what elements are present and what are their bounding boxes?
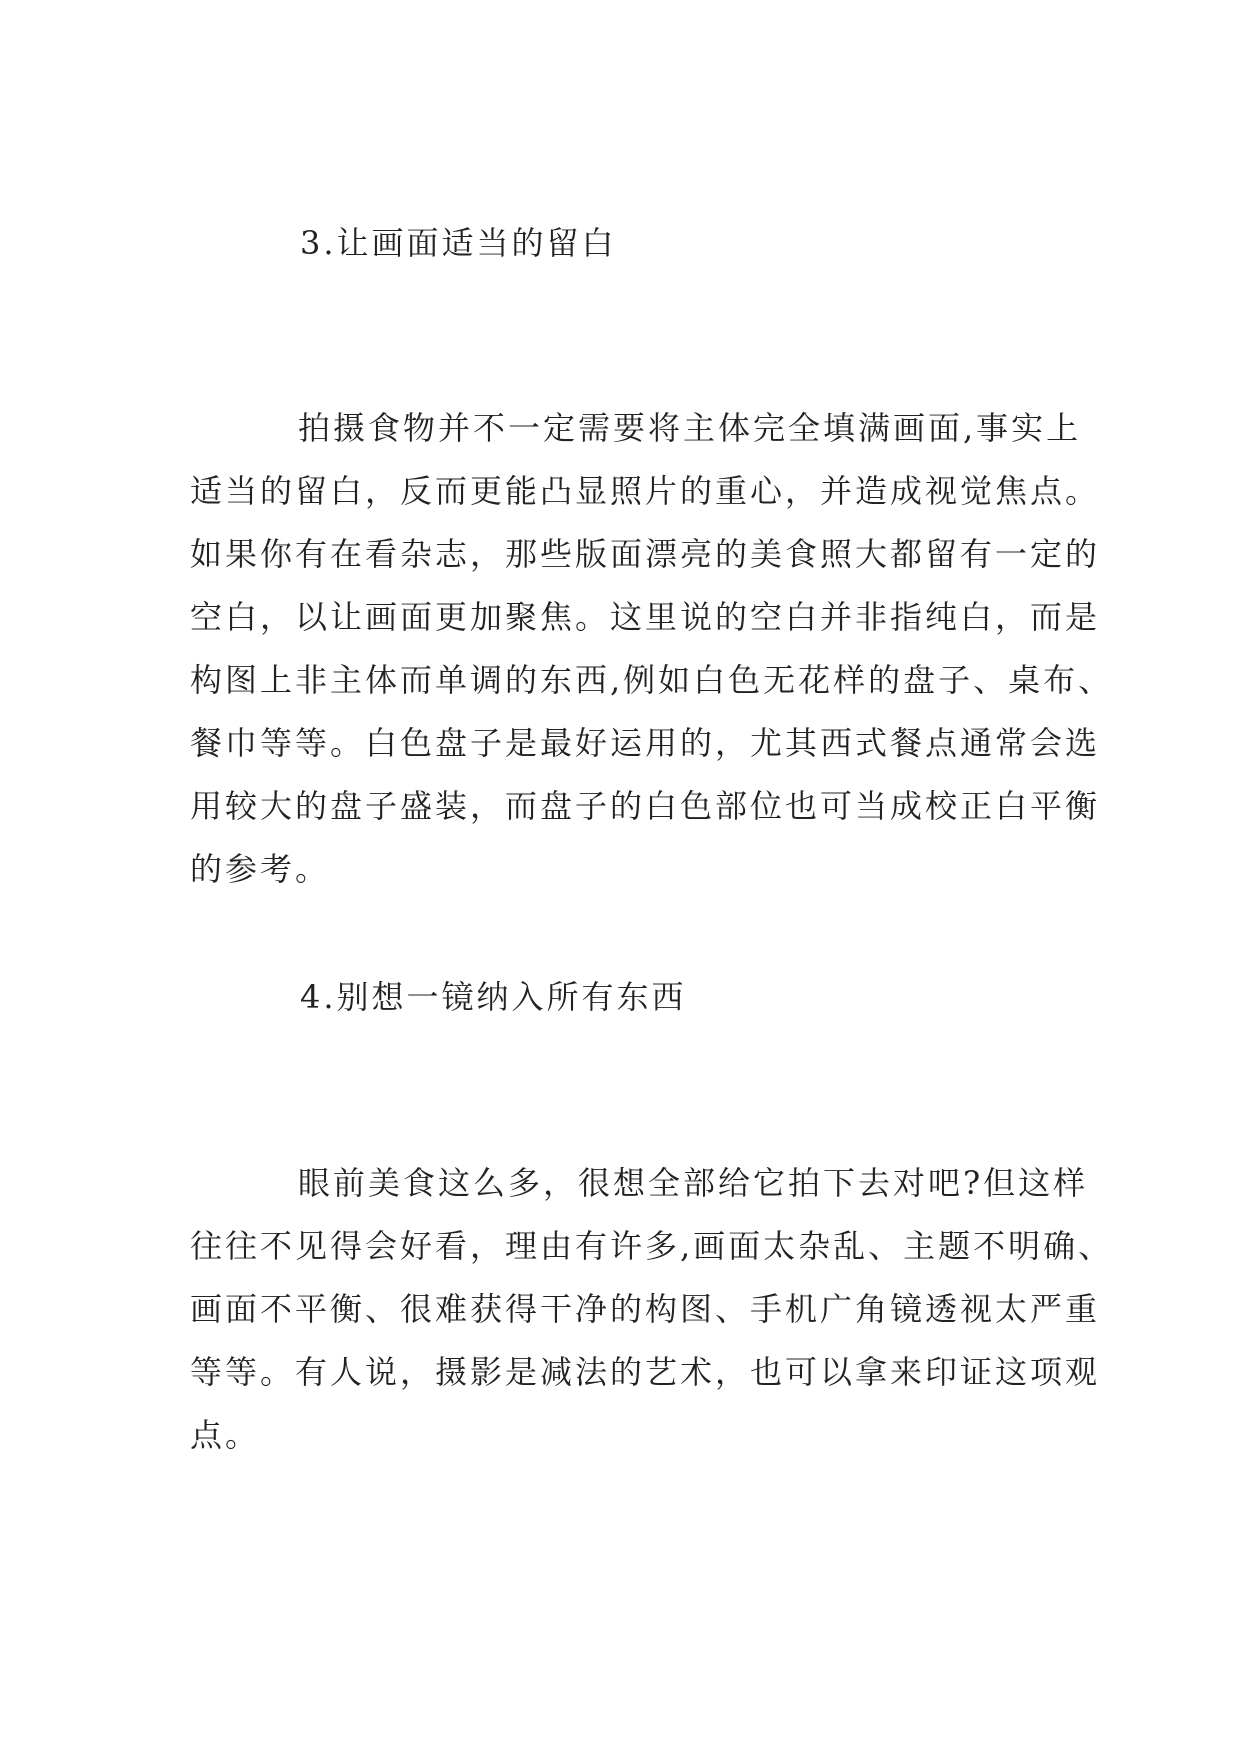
section-heading: 3.让画面适当的留白 bbox=[300, 224, 617, 262]
paragraph-line: 用较大的盘子盛装，而盘子的白色部位也可当成校正白平衡 bbox=[190, 787, 1101, 825]
paragraph-line: 画面不平衡、很难获得干净的构图、手机广角镜透视太严重 bbox=[190, 1290, 1101, 1328]
body-paragraph bbox=[190, 397, 1114, 901]
paragraph-line: 拍摄食物并不一定需要将主体完全填满画面,事实上 bbox=[298, 409, 1082, 447]
paragraph-line: 等等。有人说，摄影是减法的艺术，也可以拿来印证这项观 bbox=[190, 1353, 1101, 1391]
paragraph-line: 往往不见得会好看，理由有许多,画面太杂乱、主题不明确、 bbox=[190, 1227, 1114, 1265]
paragraph-line: 构图上非主体而单调的东西,例如白色无花样的盘子、桌布、 bbox=[190, 661, 1114, 699]
body-paragraph bbox=[190, 1152, 1114, 1467]
section-heading: 4.别想一镜纳入所有东西 bbox=[300, 978, 687, 1016]
paragraph-line: 的参考。 bbox=[190, 850, 331, 888]
paragraph-line: 适当的留白，反而更能凸显照片的重心，并造成视觉焦点。 bbox=[190, 472, 1101, 510]
paragraph-line: 如果你有在看杂志，那些版面漂亮的美食照大都留有一定的 bbox=[190, 535, 1101, 573]
paragraph-line: 餐巾等等。白色盘子是最好运用的，尤其西式餐点通常会选 bbox=[190, 724, 1101, 762]
paragraph-line: 空白，以让画面更加聚焦。这里说的空白并非指纯白，而是 bbox=[190, 598, 1101, 636]
paragraph-line: 眼前美食这么多，很想全部给它拍下去对吧?但这样 bbox=[298, 1164, 1089, 1202]
paragraph-line: 点。 bbox=[190, 1416, 261, 1454]
